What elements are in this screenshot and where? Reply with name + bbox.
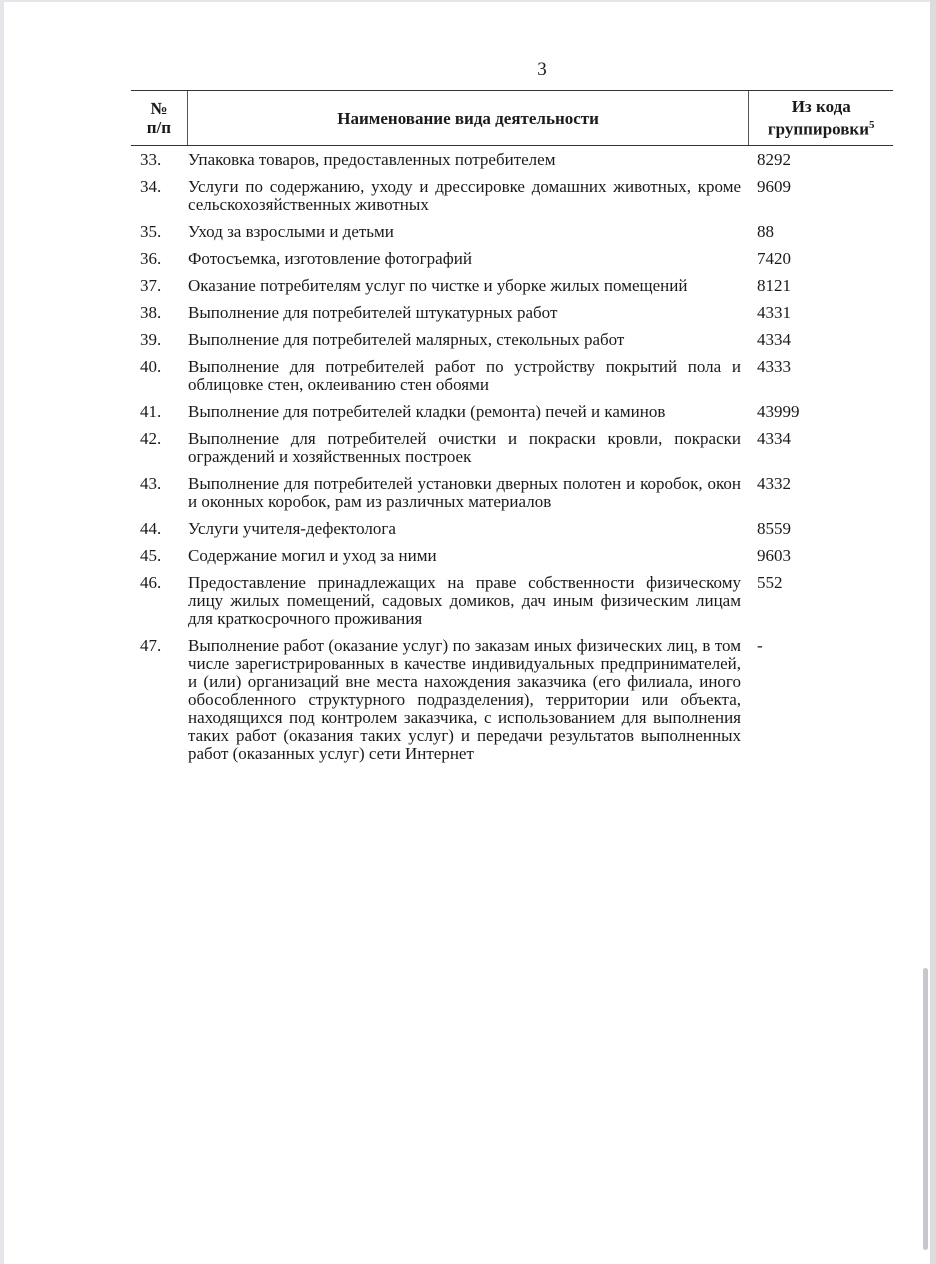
row-activity-name: Услуги учителя-дефектолога xyxy=(188,519,396,538)
row-activity-name: Уход за взрослыми и детьми xyxy=(188,222,394,241)
row-group-code: 552 xyxy=(757,573,783,592)
row-activity-name: Выполнение работ (оказание услуг) по заказам иных физических лиц, в том числе зарегистрированных в качестве индивидуальных предпринимателей, и (или) организаций вне места нахождения заказчика (его филиала, иного обособленного структурного подразделения), территории или объекта, находящихся под контролем заказчика, с использованием для выполнения таких работ (оказания таких услуг) и передачи результатов выполненных работ (оказанных услуг) сети Интернет xyxy=(188,636,741,763)
row-activity-name: Содержание могил и уход за ними xyxy=(188,546,437,565)
header-group-code xyxy=(749,91,893,145)
viewer-edge xyxy=(930,0,936,1264)
row-group-code: 8559 xyxy=(757,519,791,538)
row-activity-name: Выполнение для потребителей малярных, стекольных работ xyxy=(188,330,625,349)
table-row xyxy=(131,304,893,322)
table-row xyxy=(131,277,893,295)
activities-table xyxy=(131,90,893,772)
header-number-symbol: № xyxy=(150,99,168,118)
row-number: 43. xyxy=(140,474,162,493)
header-number xyxy=(131,91,188,145)
table-row xyxy=(131,520,893,538)
row-number: 46. xyxy=(140,573,162,592)
header-number-label: п/п xyxy=(146,118,172,137)
row-number: 35. xyxy=(140,222,162,241)
row-group-code: - xyxy=(757,636,763,655)
table-row xyxy=(131,403,893,421)
table-row xyxy=(131,547,893,565)
row-number: 44. xyxy=(140,519,162,538)
header-activity-name: Наименование вида деятельности xyxy=(188,91,750,145)
document-page xyxy=(4,2,930,1264)
row-activity-name: Выполнение для потребителей работ по устройству покрытий пола и облицовке стен, оклеиванию стен обоями xyxy=(188,357,741,394)
row-group-code: 4331 xyxy=(757,303,791,322)
table-row xyxy=(131,574,893,628)
table-body xyxy=(131,146,893,763)
table-row xyxy=(131,430,893,466)
row-activity-name: Предоставление принадлежащих на праве собственности физическому лицу жилых помещений, садовых домиков, дач иным физическим лицам для краткосрочного проживания xyxy=(188,573,741,628)
table-row xyxy=(131,250,893,268)
row-number: 42. xyxy=(140,429,162,448)
table-row xyxy=(131,358,893,394)
row-number: 38. xyxy=(140,303,162,322)
row-activity-name: Упаковка товаров, предоставленных потребителем xyxy=(188,150,556,169)
row-number: 33. xyxy=(140,150,162,169)
table-row xyxy=(131,331,893,349)
row-group-code: 4334 xyxy=(757,429,791,448)
row-group-code: 9609 xyxy=(757,177,791,196)
row-activity-name: Услуги по содержанию, уходу и дрессировке домашних животных, кроме сельскохозяйственных животных xyxy=(188,177,741,214)
row-number: 37. xyxy=(140,276,162,295)
row-activity-name: Оказание потребителям услуг по чистке и уборке жилых помещений xyxy=(188,276,688,295)
row-group-code: 43999 xyxy=(757,402,800,421)
row-activity-name: Выполнение для потребителей установки дверных полотен и коробок, окон и оконных коробок, рам из различных материалов xyxy=(188,474,741,511)
row-group-code: 7420 xyxy=(757,249,791,268)
table-row xyxy=(131,151,893,169)
table-row xyxy=(131,223,893,241)
row-group-code: 8292 xyxy=(757,150,791,169)
vertical-scrollbar[interactable] xyxy=(923,968,928,1250)
header-code-line2: группировки xyxy=(767,119,870,139)
row-group-code: 4334 xyxy=(757,330,791,349)
table-row xyxy=(131,637,893,763)
row-group-code: 88 xyxy=(757,222,774,241)
header-code-line1: Из кода xyxy=(791,97,851,117)
row-number: 36. xyxy=(140,249,162,268)
row-group-code: 4332 xyxy=(757,474,791,493)
row-number: 45. xyxy=(140,546,162,565)
row-number: 41. xyxy=(140,402,162,421)
row-number: 47. xyxy=(140,636,162,655)
table-row xyxy=(131,475,893,511)
row-group-code: 4333 xyxy=(757,357,791,376)
row-activity-name: Выполнение для потребителей кладки (ремонта) печей и каминов xyxy=(188,402,666,421)
row-number: 40. xyxy=(140,357,162,376)
table-header xyxy=(131,90,893,146)
table-row xyxy=(131,178,893,214)
row-group-code: 8121 xyxy=(757,276,791,295)
row-number: 34. xyxy=(140,177,162,196)
footnote-marker: 5 xyxy=(869,119,875,132)
row-activity-name: Выполнение для потребителей штукатурных работ xyxy=(188,303,558,322)
row-group-code: 9603 xyxy=(757,546,791,565)
row-activity-name: Фотосъемка, изготовление фотографий xyxy=(188,249,472,268)
row-activity-name: Выполнение для потребителей очистки и покраски кровли, покраски ограждений и хозяйственных построек xyxy=(188,429,741,466)
page-number: 3 xyxy=(537,59,547,80)
row-number: 39. xyxy=(140,330,162,349)
